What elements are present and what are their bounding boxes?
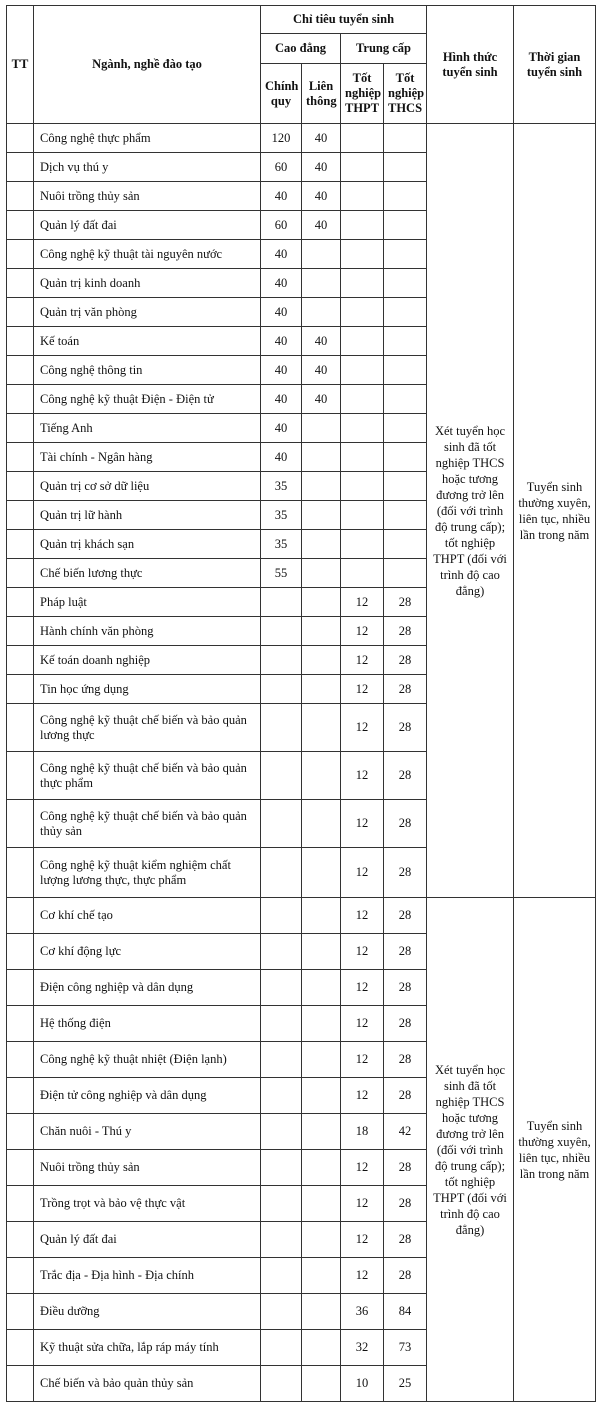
cell-thpt <box>341 356 384 385</box>
cell-transfer <box>302 1186 341 1222</box>
cell-thpt <box>341 182 384 211</box>
cell-regular <box>261 588 302 617</box>
cell-major: Công nghệ kỹ thuật chế biến và bảo quản thực phẩm <box>34 752 261 800</box>
cell-thpt: 36 <box>341 1294 384 1330</box>
cell-thcs <box>384 443 427 472</box>
cell-tt <box>7 675 34 704</box>
cell-regular <box>261 800 302 848</box>
cell-thcs: 42 <box>384 1114 427 1150</box>
cell-transfer <box>302 1258 341 1294</box>
cell-thpt <box>341 414 384 443</box>
cell-transfer: 40 <box>302 153 341 182</box>
cell-thpt: 12 <box>341 898 384 934</box>
cell-tt <box>7 182 34 211</box>
cell-regular <box>261 1222 302 1258</box>
cell-regular <box>261 704 302 752</box>
cell-thcs <box>384 124 427 153</box>
cell-regular <box>261 1330 302 1366</box>
cell-thpt: 12 <box>341 617 384 646</box>
cell-thcs: 28 <box>384 1150 427 1186</box>
cell-thpt <box>341 153 384 182</box>
cell-major: Điện tử công nghiệp và dân dụng <box>34 1078 261 1114</box>
cell-thcs: 28 <box>384 1222 427 1258</box>
cell-thpt: 32 <box>341 1330 384 1366</box>
cell-tt <box>7 646 34 675</box>
cell-tt <box>7 385 34 414</box>
cell-thcs: 28 <box>384 848 427 898</box>
cell-regular: 35 <box>261 501 302 530</box>
cell-thpt: 12 <box>341 1150 384 1186</box>
cell-tt <box>7 414 34 443</box>
cell-major: Tài chính - Ngân hàng <box>34 443 261 472</box>
cell-tt <box>7 934 34 970</box>
cell-thcs: 28 <box>384 970 427 1006</box>
cell-regular <box>261 848 302 898</box>
cell-thpt: 12 <box>341 934 384 970</box>
cell-regular: 40 <box>261 182 302 211</box>
cell-major: Công nghệ kỹ thuật Điện - Điện tử <box>34 385 261 414</box>
cell-thcs <box>384 414 427 443</box>
cell-major: Kỹ thuật sửa chữa, lắp ráp máy tính <box>34 1330 261 1366</box>
cell-thpt: 12 <box>341 800 384 848</box>
cell-regular <box>261 646 302 675</box>
cell-tt <box>7 1150 34 1186</box>
cell-thpt: 12 <box>341 675 384 704</box>
header-regular: Chính quy <box>261 64 302 124</box>
cell-tt <box>7 1006 34 1042</box>
cell-tt <box>7 617 34 646</box>
cell-major: Quản trị văn phòng <box>34 298 261 327</box>
cell-major: Công nghệ kỹ thuật kiểm nghiệm chất lượng lương thực, thực phẩm <box>34 848 261 898</box>
cell-thpt <box>341 269 384 298</box>
cell-transfer <box>302 800 341 848</box>
cell-thcs: 28 <box>384 898 427 934</box>
cell-major: Công nghệ kỹ thuật nhiệt (Điện lạnh) <box>34 1042 261 1078</box>
cell-thcs <box>384 327 427 356</box>
cell-tt <box>7 1258 34 1294</box>
cell-transfer <box>302 752 341 800</box>
cell-thpt: 18 <box>341 1114 384 1150</box>
cell-thpt <box>341 472 384 501</box>
cell-transfer: 40 <box>302 124 341 153</box>
cell-regular <box>261 934 302 970</box>
cell-thpt <box>341 327 384 356</box>
cell-regular <box>261 1006 302 1042</box>
cell-thpt <box>341 240 384 269</box>
cell-major: Quản trị lữ hành <box>34 501 261 530</box>
cell-transfer <box>302 530 341 559</box>
cell-major: Hành chính văn phòng <box>34 617 261 646</box>
cell-transfer: 40 <box>302 356 341 385</box>
cell-thcs: 73 <box>384 1330 427 1366</box>
cell-tt <box>7 1294 34 1330</box>
cell-thcs <box>384 559 427 588</box>
cell-thcs: 25 <box>384 1366 427 1402</box>
cell-tt <box>7 356 34 385</box>
cell-tt <box>7 269 34 298</box>
cell-transfer <box>302 588 341 617</box>
cell-thpt <box>341 530 384 559</box>
header-intermediate: Trung cấp <box>341 34 427 64</box>
cell-transfer <box>302 675 341 704</box>
cell-thpt <box>341 443 384 472</box>
cell-thcs: 28 <box>384 1042 427 1078</box>
header-grad-thpt: Tốt nghiệp THPT <box>341 64 384 124</box>
cell-transfer <box>302 1078 341 1114</box>
header-grad-thcs: Tốt nghiệp THCS <box>384 64 427 124</box>
cell-major: Quản trị cơ sở dữ liệu <box>34 472 261 501</box>
cell-major: Điều dưỡng <box>34 1294 261 1330</box>
cell-transfer <box>302 848 341 898</box>
cell-major: Chế biến lương thực <box>34 559 261 588</box>
cell-regular: 35 <box>261 472 302 501</box>
header-college: Cao đẳng <box>261 34 341 64</box>
cell-regular <box>261 752 302 800</box>
cell-thpt <box>341 501 384 530</box>
cell-regular: 40 <box>261 356 302 385</box>
table-body <box>7 124 596 1402</box>
admission-quota-table <box>6 5 596 1402</box>
cell-tt <box>7 298 34 327</box>
table-row <box>7 898 596 934</box>
cell-regular: 60 <box>261 211 302 240</box>
cell-transfer <box>302 1222 341 1258</box>
cell-thcs: 84 <box>384 1294 427 1330</box>
cell-tt <box>7 240 34 269</box>
cell-major: Chế biến và bảo quản thủy sản <box>34 1366 261 1402</box>
cell-thpt: 12 <box>341 1186 384 1222</box>
cell-major: Quản lý đất đai <box>34 1222 261 1258</box>
cell-major: Pháp luật <box>34 588 261 617</box>
cell-thcs <box>384 472 427 501</box>
cell-regular <box>261 675 302 704</box>
cell-thcs: 28 <box>384 1006 427 1042</box>
cell-major: Kế toán doanh nghiệp <box>34 646 261 675</box>
cell-thpt: 12 <box>341 970 384 1006</box>
cell-tt <box>7 1114 34 1150</box>
header-quota: Chỉ tiêu tuyển sinh <box>261 6 427 34</box>
cell-thcs: 28 <box>384 646 427 675</box>
cell-tt <box>7 530 34 559</box>
header-tt: TT <box>7 6 34 124</box>
cell-transfer <box>302 298 341 327</box>
cell-thcs: 28 <box>384 588 427 617</box>
table-row <box>7 124 596 153</box>
cell-major: Trồng trọt và bảo vệ thực vật <box>34 1186 261 1222</box>
cell-admission-time: Tuyển sinh thường xuyên, liên tục, nhiều lần trong năm <box>514 898 596 1402</box>
cell-tt <box>7 124 34 153</box>
cell-regular: 40 <box>261 443 302 472</box>
cell-thpt: 12 <box>341 704 384 752</box>
cell-tt <box>7 704 34 752</box>
cell-regular: 40 <box>261 414 302 443</box>
cell-thcs: 28 <box>384 704 427 752</box>
cell-tt <box>7 153 34 182</box>
cell-regular <box>261 1186 302 1222</box>
cell-thcs: 28 <box>384 1078 427 1114</box>
cell-regular <box>261 970 302 1006</box>
cell-regular: 120 <box>261 124 302 153</box>
cell-thcs <box>384 153 427 182</box>
cell-major: Công nghệ thực phẩm <box>34 124 261 153</box>
cell-tt <box>7 559 34 588</box>
cell-regular <box>261 1042 302 1078</box>
cell-major: Nuôi trồng thủy sản <box>34 182 261 211</box>
cell-regular <box>261 1114 302 1150</box>
cell-transfer <box>302 1006 341 1042</box>
cell-transfer <box>302 1366 341 1402</box>
cell-thcs <box>384 298 427 327</box>
cell-thpt: 12 <box>341 1258 384 1294</box>
cell-transfer <box>302 1114 341 1150</box>
cell-transfer <box>302 501 341 530</box>
cell-thpt: 12 <box>341 1078 384 1114</box>
cell-regular <box>261 1294 302 1330</box>
cell-regular <box>261 1366 302 1402</box>
cell-transfer <box>302 617 341 646</box>
cell-major: Hệ thống điện <box>34 1006 261 1042</box>
cell-major: Nuôi trồng thủy sản <box>34 1150 261 1186</box>
cell-regular: 40 <box>261 298 302 327</box>
cell-tt <box>7 443 34 472</box>
cell-transfer <box>302 559 341 588</box>
cell-thcs: 28 <box>384 1186 427 1222</box>
header-time: Thời gian tuyển sinh <box>514 6 596 124</box>
cell-major: Công nghệ kỹ thuật chế biến và bảo quản thủy sản <box>34 800 261 848</box>
cell-tt <box>7 1222 34 1258</box>
cell-regular: 55 <box>261 559 302 588</box>
cell-thpt: 12 <box>341 848 384 898</box>
cell-thcs: 28 <box>384 800 427 848</box>
cell-major: Công nghệ kỹ thuật tài nguyên nước <box>34 240 261 269</box>
cell-regular: 40 <box>261 327 302 356</box>
cell-major: Cơ khí động lực <box>34 934 261 970</box>
cell-regular: 35 <box>261 530 302 559</box>
cell-transfer <box>302 1330 341 1366</box>
cell-major: Tiếng Anh <box>34 414 261 443</box>
cell-regular: 60 <box>261 153 302 182</box>
cell-thpt <box>341 298 384 327</box>
cell-tt <box>7 1330 34 1366</box>
cell-admission-time: Tuyển sinh thường xuyên, liên tục, nhiều lần trong năm <box>514 124 596 898</box>
cell-thcs <box>384 356 427 385</box>
cell-tt <box>7 327 34 356</box>
header-major: Ngành, nghề đào tạo <box>34 6 261 124</box>
cell-thpt: 12 <box>341 646 384 675</box>
cell-major: Trắc địa - Địa hình - Địa chính <box>34 1258 261 1294</box>
cell-thpt: 12 <box>341 1222 384 1258</box>
cell-thpt: 12 <box>341 752 384 800</box>
header-form: Hình thức tuyển sinh <box>427 6 514 124</box>
cell-transfer <box>302 1150 341 1186</box>
cell-thpt <box>341 559 384 588</box>
cell-thpt: 12 <box>341 1006 384 1042</box>
cell-thpt <box>341 385 384 414</box>
cell-transfer <box>302 443 341 472</box>
cell-tt <box>7 848 34 898</box>
cell-major: Chăn nuôi - Thú y <box>34 1114 261 1150</box>
cell-regular: 40 <box>261 385 302 414</box>
cell-transfer <box>302 646 341 675</box>
cell-transfer: 40 <box>302 211 341 240</box>
cell-transfer <box>302 472 341 501</box>
cell-major: Tin học ứng dụng <box>34 675 261 704</box>
cell-thcs: 28 <box>384 934 427 970</box>
cell-transfer: 40 <box>302 327 341 356</box>
cell-regular <box>261 1078 302 1114</box>
header-transfer: Liên thông <box>302 64 341 124</box>
cell-thpt <box>341 124 384 153</box>
cell-major: Kế toán <box>34 327 261 356</box>
cell-tt <box>7 800 34 848</box>
cell-transfer <box>302 414 341 443</box>
cell-tt <box>7 1366 34 1402</box>
cell-tt <box>7 752 34 800</box>
cell-thpt: 10 <box>341 1366 384 1402</box>
cell-thcs <box>384 211 427 240</box>
cell-thcs: 28 <box>384 675 427 704</box>
cell-tt <box>7 898 34 934</box>
cell-transfer <box>302 704 341 752</box>
cell-thcs <box>384 182 427 211</box>
cell-transfer: 40 <box>302 385 341 414</box>
cell-major: Điện công nghiệp và dân dụng <box>34 970 261 1006</box>
cell-major: Công nghệ kỹ thuật chế biến và bảo quản lương thực <box>34 704 261 752</box>
cell-regular <box>261 898 302 934</box>
cell-tt <box>7 970 34 1006</box>
cell-major: Dịch vụ thú y <box>34 153 261 182</box>
cell-tt <box>7 1186 34 1222</box>
cell-tt <box>7 472 34 501</box>
cell-transfer <box>302 1042 341 1078</box>
cell-admission-form: Xét tuyển học sinh đã tốt nghiệp THCS hoặc tương đương trở lên (đối với trình độ trung cấp); tốt nghiệp THPT (đối với trình độ cao đẳng) <box>427 124 514 898</box>
cell-thpt <box>341 211 384 240</box>
cell-thcs: 28 <box>384 752 427 800</box>
cell-tt <box>7 211 34 240</box>
cell-tt <box>7 1078 34 1114</box>
cell-major: Quản trị khách sạn <box>34 530 261 559</box>
cell-thcs: 28 <box>384 617 427 646</box>
cell-thcs <box>384 240 427 269</box>
cell-transfer <box>302 1294 341 1330</box>
cell-thpt: 12 <box>341 588 384 617</box>
cell-tt <box>7 501 34 530</box>
cell-transfer <box>302 240 341 269</box>
cell-transfer <box>302 970 341 1006</box>
cell-thcs <box>384 385 427 414</box>
cell-transfer <box>302 934 341 970</box>
cell-thcs <box>384 501 427 530</box>
cell-major: Cơ khí chế tạo <box>34 898 261 934</box>
cell-transfer: 40 <box>302 182 341 211</box>
cell-regular: 40 <box>261 240 302 269</box>
cell-major: Công nghệ thông tin <box>34 356 261 385</box>
cell-thpt: 12 <box>341 1042 384 1078</box>
cell-admission-form: Xét tuyển học sinh đã tốt nghiệp THCS hoặc tương đương trở lên (đối với trình độ trung cấp); tốt nghiệp THPT (đối với trình độ cao đẳng) <box>427 898 514 1402</box>
cell-transfer <box>302 269 341 298</box>
cell-thcs <box>384 269 427 298</box>
cell-thcs: 28 <box>384 1258 427 1294</box>
cell-regular: 40 <box>261 269 302 298</box>
cell-thcs <box>384 530 427 559</box>
cell-regular <box>261 1258 302 1294</box>
cell-major: Quản lý đất đai <box>34 211 261 240</box>
cell-tt <box>7 588 34 617</box>
cell-regular <box>261 1150 302 1186</box>
cell-tt <box>7 1042 34 1078</box>
cell-major: Quản trị kinh doanh <box>34 269 261 298</box>
cell-regular <box>261 617 302 646</box>
cell-transfer <box>302 898 341 934</box>
